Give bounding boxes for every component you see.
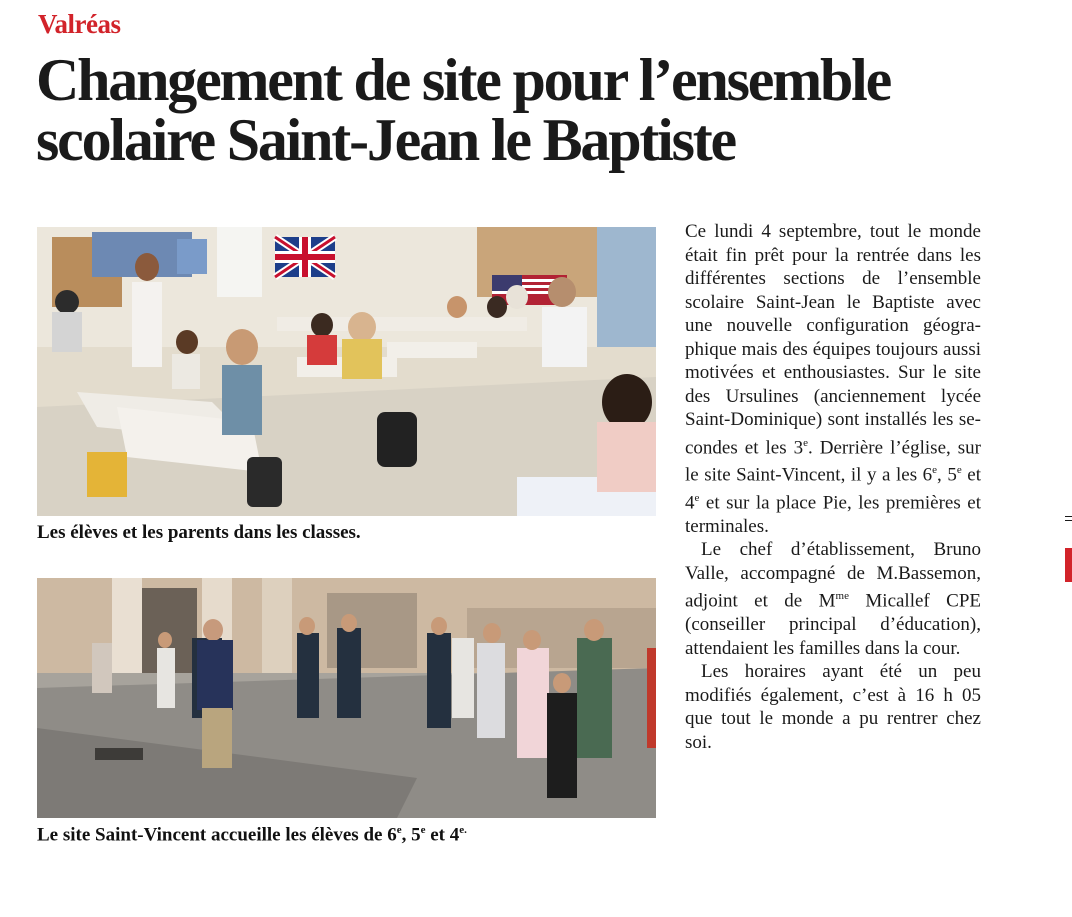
headline-line-2: scolaire Saint-Jean le Baptiste [36, 107, 735, 173]
adjacent-red-block [1065, 548, 1072, 582]
adjacent-rule [1065, 520, 1072, 521]
article-paragraph-3: Les horaires ayant été un peu modifiés également, c’est à 16 h 05 que tout le monde a pu rentrer chez soi. [685, 661, 981, 753]
adjacent-rule [1065, 516, 1072, 517]
classroom-photo [37, 227, 656, 516]
photo-caption-1: Les élèves et les parents dans les classes. [37, 522, 361, 543]
headline [36, 47, 996, 173]
section-kicker: Valréas [38, 9, 121, 39]
courtyard-photo [37, 578, 656, 818]
article-paragraph-2: Le chef d’établissement, Bruno Valle, accompagné de M.Bassemon, adjoint et de $M^{me}$ Micallef CPE (conseiller principal d’éducation), attendaient les familles dans la cour. [685, 539, 981, 659]
article-paragraph-1: Ce lundi 4 septembre, tout le monde était fin prêt pour la rentrée dans les différentes sections de l’ensemble scolaire Saint-Jean le Baptiste avec une nouvelle configuration géographique mais des équipes toujours aussi motivées et enthousiastes. Sur le site des Ursulines (anciennement lycée Saint-Dominique) sont installés les secondes et les 3e. Derrière l’église, sur le site Saint-Vincent, il y a les 6e, 5e et 4e et sur la place Pie, les premières et terminales. [685, 221, 981, 537]
headline-line-1: Changement de site pour l’ensemble [36, 47, 891, 113]
adjacent-column-edge [1058, 0, 1072, 917]
article-body [685, 220, 981, 754]
photo-caption-2: Le site Saint-Vincent accueille les élèves de 6e, 5e et $4^{e.}$ [37, 824, 467, 846]
